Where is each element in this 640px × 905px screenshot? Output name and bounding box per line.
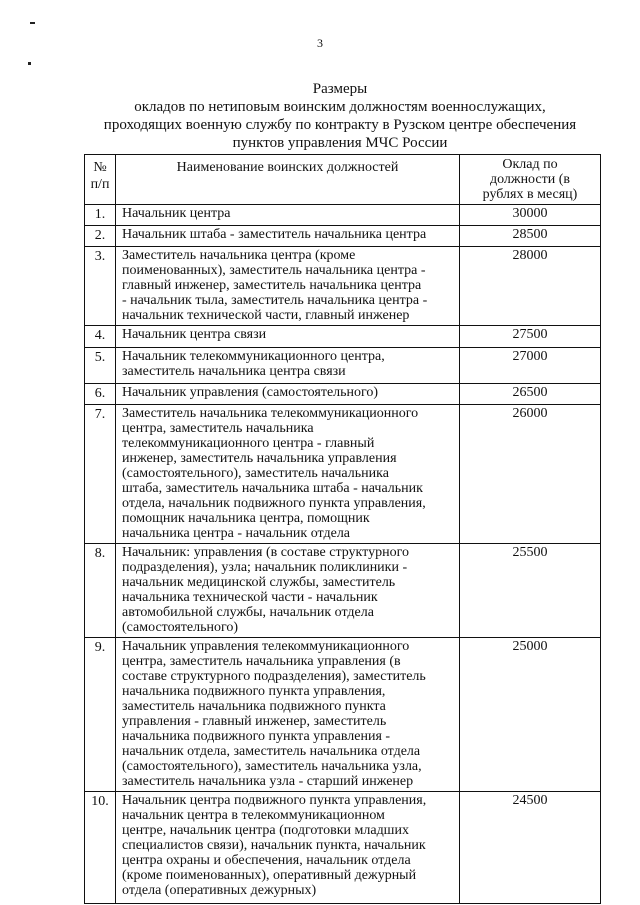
position-name-line: Начальник штаба - заместитель начальника центра bbox=[122, 227, 427, 242]
header-salary-line-2: должности (в bbox=[489, 172, 571, 187]
table-row bbox=[85, 226, 601, 247]
position-name-line: управления - главный инженер, заместитель bbox=[122, 714, 387, 729]
table-row bbox=[85, 384, 601, 405]
position-name-line: начальник центра в телекоммуникационном bbox=[122, 808, 385, 823]
header-salary-line-1: Оклад по bbox=[502, 157, 558, 172]
position-name-line: начальника подвижного пункта управления - bbox=[122, 729, 391, 744]
position-name-line: Начальник центра связи bbox=[122, 327, 267, 342]
position-name-line: начальника центра - начальник отдела bbox=[122, 526, 351, 541]
position-name-line: (самостоятельного), заместитель начальника узла, bbox=[122, 759, 422, 774]
header-number bbox=[85, 155, 116, 205]
position-name-line: Начальник управления телекоммуникационного bbox=[122, 639, 410, 654]
table-row bbox=[85, 247, 601, 326]
position-name-line: (самостоятельного), заместитель начальника bbox=[122, 466, 389, 481]
row-number: 5. bbox=[85, 348, 116, 384]
position-name-line: заместитель начальника подвижного пункта bbox=[122, 699, 386, 714]
position-name-line: заместитель начальника узла - старший инженер bbox=[122, 774, 414, 789]
header-salary bbox=[460, 155, 601, 205]
position-name-line: Начальник телекоммуникационного центра, bbox=[122, 349, 385, 364]
table-header-row bbox=[85, 155, 601, 205]
position-name-line: центре, начальник центра (подготовки младших bbox=[122, 823, 409, 838]
position-name-line: (самостоятельного) bbox=[122, 620, 239, 635]
header-number-abbr: п/п bbox=[90, 177, 110, 192]
row-number: 7. bbox=[85, 405, 116, 544]
position-name-cell bbox=[116, 205, 460, 226]
position-name-cell bbox=[116, 792, 460, 904]
position-name-line: Начальник: управления (в составе структурного bbox=[122, 545, 409, 560]
salary-value: 27000 bbox=[460, 348, 601, 384]
salary-value: 27500 bbox=[460, 326, 601, 348]
salary-value: 26000 bbox=[460, 405, 601, 544]
position-name-line: начальника технической части - начальник bbox=[122, 590, 378, 605]
row-number: 2. bbox=[85, 226, 116, 247]
header-salary-line-3: рублях в месяц) bbox=[482, 187, 578, 202]
row-number: 10. bbox=[85, 792, 116, 904]
row-number: 8. bbox=[85, 544, 116, 638]
position-name-cell bbox=[116, 405, 460, 544]
row-number: 3. bbox=[85, 247, 116, 326]
position-name-cell bbox=[116, 384, 460, 405]
document-title bbox=[80, 80, 600, 152]
position-name-line: Заместитель начальника центра (кроме bbox=[122, 248, 356, 263]
position-name-line: Начальник центра подвижного пункта управления, bbox=[122, 793, 427, 808]
title-line-4: пунктов управления МЧС России bbox=[232, 135, 448, 151]
position-name-line: отдела, начальник подвижного пункта управления, bbox=[122, 496, 426, 511]
position-name-line: главный инженер, заместитель начальника центра bbox=[122, 278, 422, 293]
position-name-line: штаба, заместитель начальника штаба - начальник bbox=[122, 481, 423, 496]
position-name-line: Начальник центра bbox=[122, 206, 231, 221]
position-name-line: телекоммуникационного центра - главный bbox=[122, 436, 375, 451]
table-body bbox=[85, 205, 601, 904]
row-number: 6. bbox=[85, 384, 116, 405]
position-name-line: - начальник тыла, заместитель начальника центра - bbox=[122, 293, 428, 308]
table-row bbox=[85, 348, 601, 384]
position-name-line: Начальник управления (самостоятельного) bbox=[122, 385, 379, 400]
salary-value: 25000 bbox=[460, 638, 601, 792]
header-number-symbol: № bbox=[93, 160, 107, 175]
position-name-line: начальник отдела, заместитель начальника отдела bbox=[122, 744, 421, 759]
scan-mark-bottom bbox=[28, 62, 31, 65]
table-row bbox=[85, 326, 601, 348]
salary-value: 28000 bbox=[460, 247, 601, 326]
position-name-line: составе структурного подразделения), заместитель bbox=[122, 669, 426, 684]
position-name-line: центра охраны и обеспечения, начальник отдела bbox=[122, 853, 411, 868]
position-name-line: подразделения), узла; начальник поликлиники - bbox=[122, 560, 408, 575]
position-name-cell bbox=[116, 638, 460, 792]
page-number: 3 bbox=[317, 36, 323, 50]
position-name-line: начальник технической части, главный инженер bbox=[122, 308, 410, 323]
position-name-line: инженер, заместитель начальника управления bbox=[122, 451, 397, 466]
position-name-line: поименованных), заместитель начальника центра - bbox=[122, 263, 426, 278]
salary-value: 30000 bbox=[460, 205, 601, 226]
position-name-line: отдела (оперативных дежурных) bbox=[122, 883, 317, 898]
salary-value: 25500 bbox=[460, 544, 601, 638]
table-row bbox=[85, 792, 601, 904]
table-row bbox=[85, 638, 601, 792]
position-name-line: начальник медицинской службы, заместитель bbox=[122, 575, 396, 590]
title-line-2: окладов по нетиповым воинским должностям военнослужащих, bbox=[134, 99, 546, 115]
position-name-line: помощник начальника центра, помощник bbox=[122, 511, 370, 526]
table-row bbox=[85, 205, 601, 226]
title-line-1: Размеры bbox=[312, 81, 368, 97]
table-row bbox=[85, 544, 601, 638]
scan-mark-top bbox=[30, 22, 35, 24]
position-name-line: заместитель начальника центра связи bbox=[122, 364, 346, 379]
position-name-line: специалистов связи), начальник пункта, начальник bbox=[122, 838, 426, 853]
salary-value: 26500 bbox=[460, 384, 601, 405]
row-number: 4. bbox=[85, 326, 116, 348]
position-name-line: центра, заместитель начальника bbox=[122, 421, 314, 436]
position-name-cell bbox=[116, 326, 460, 348]
position-name-cell bbox=[116, 348, 460, 384]
header-position-name: Наименование воинских должностей bbox=[116, 155, 460, 205]
salary-value: 28500 bbox=[460, 226, 601, 247]
position-name-line: (кроме поименованных), оперативный дежурный bbox=[122, 868, 417, 883]
salary-value: 24500 bbox=[460, 792, 601, 904]
position-name-cell bbox=[116, 544, 460, 638]
position-name-line: Заместитель начальника телекоммуникационного bbox=[122, 406, 419, 421]
position-name-cell bbox=[116, 247, 460, 326]
position-name-line: начальника подвижного пункта управления, bbox=[122, 684, 386, 699]
row-number: 9. bbox=[85, 638, 116, 792]
position-name-line: центра, заместитель начальника управления (в bbox=[122, 654, 401, 669]
salary-table bbox=[84, 154, 601, 904]
title-line-3: проходящих военную службу по контракту в Рузском центре обеспечения bbox=[103, 117, 577, 133]
table-row bbox=[85, 405, 601, 544]
row-number: 1. bbox=[85, 205, 116, 226]
position-name-line: автомобильной службы, начальник отдела bbox=[122, 605, 374, 620]
position-name-cell bbox=[116, 226, 460, 247]
